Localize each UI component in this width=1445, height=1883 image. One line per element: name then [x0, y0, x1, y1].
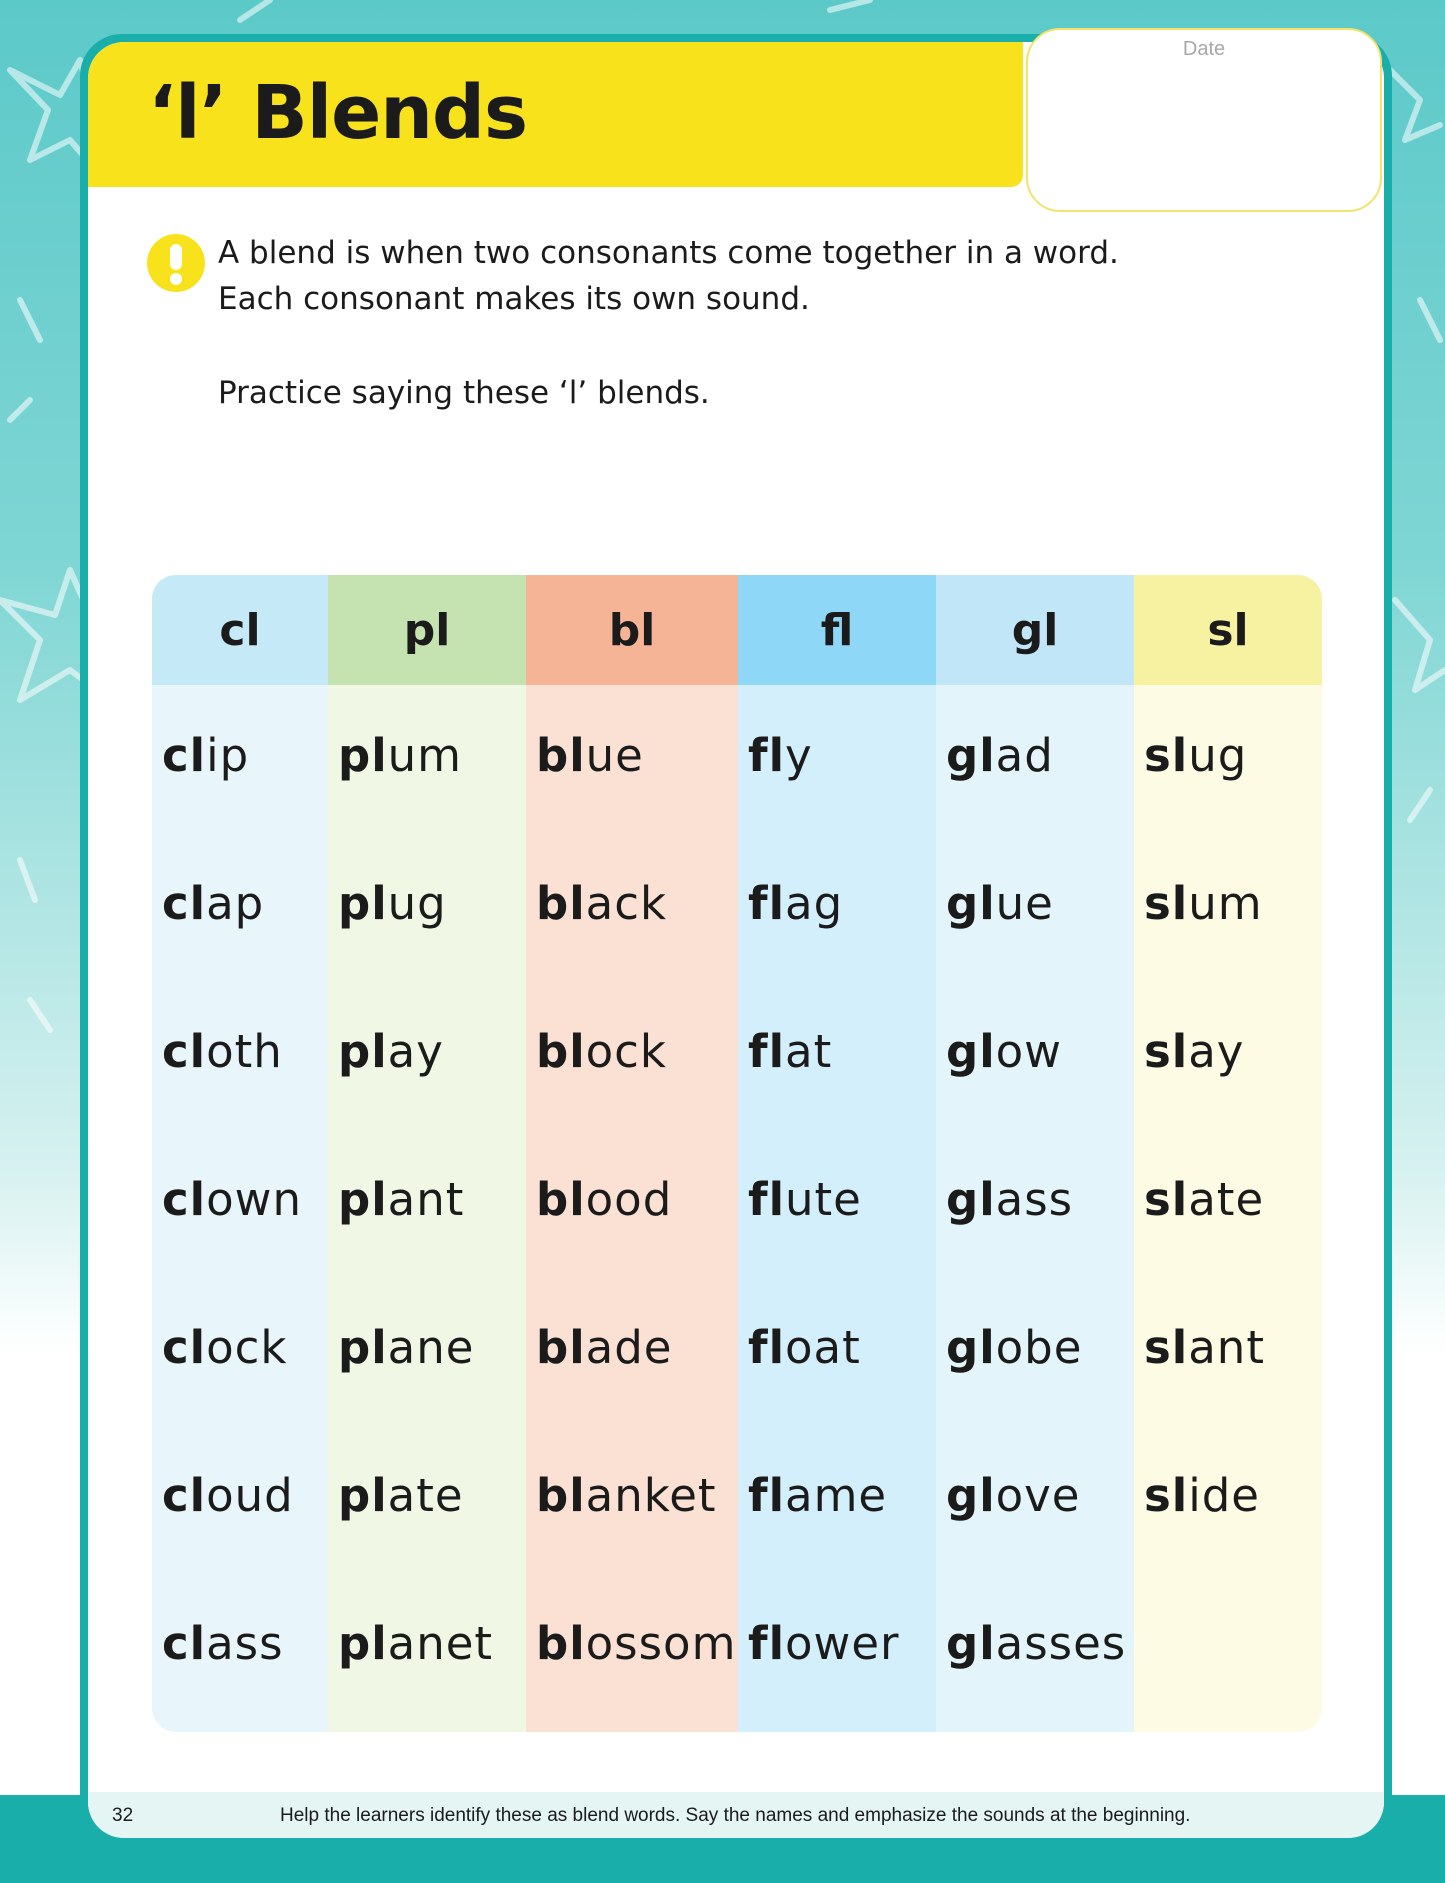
word-ending: ant — [1188, 1321, 1265, 1374]
blend-word — [536, 1321, 673, 1374]
blend-word — [946, 729, 1054, 782]
word-ending: ame — [785, 1469, 888, 1522]
instructions — [218, 230, 1119, 416]
blend-letters: gl — [946, 1617, 996, 1670]
word-ending: ide — [1188, 1469, 1260, 1522]
blend-letters: cl — [162, 877, 207, 930]
word-ending: own — [206, 1173, 302, 1226]
word-ending: ower — [785, 1617, 900, 1670]
blend-letters: sl — [1144, 729, 1189, 782]
word-ending: ass — [206, 1617, 284, 1670]
word-ending: obe — [995, 1321, 1083, 1374]
word-ending: ue — [995, 877, 1054, 930]
blend-letters: bl — [536, 1321, 586, 1374]
blend-word — [536, 1617, 737, 1670]
blend-word — [946, 1173, 1074, 1226]
instruction-prompt: Practice saying these ‘l’ blends. — [218, 375, 710, 411]
blend-letters: cl — [162, 1173, 207, 1226]
blend-letters: fl — [748, 1173, 786, 1226]
blend-word — [162, 877, 265, 930]
word-ending: ock — [206, 1321, 288, 1374]
page-number: 32 — [112, 1805, 134, 1826]
blend-letters: sl — [1144, 1025, 1189, 1078]
blend-word — [946, 1025, 1062, 1078]
blend-word — [338, 1025, 444, 1078]
blend-letters: fl — [748, 1025, 786, 1078]
blend-word — [1144, 1173, 1265, 1226]
word-ending: ug — [387, 877, 447, 930]
blend-word — [946, 1321, 1083, 1374]
blend-column-bl — [526, 575, 738, 1732]
column-header: fl — [738, 575, 936, 685]
blend-letters: gl — [946, 729, 996, 782]
blend-word — [748, 1469, 888, 1522]
blend-word — [536, 877, 668, 930]
blend-letters: pl — [338, 877, 388, 930]
word-ending: oth — [206, 1025, 283, 1078]
word-ending: ad — [995, 729, 1054, 782]
blend-letters: cl — [162, 1025, 207, 1078]
word-ending: oud — [206, 1469, 294, 1522]
blend-letters: cl — [162, 1321, 207, 1374]
blend-word — [536, 729, 644, 782]
blend-word — [748, 877, 844, 930]
blend-letters: fl — [748, 1617, 786, 1670]
blend-letters: pl — [338, 1025, 388, 1078]
word-ending: ay — [1188, 1025, 1245, 1078]
word-ending: ap — [206, 877, 265, 930]
word-ending: ute — [785, 1173, 862, 1226]
blend-word — [1144, 877, 1263, 930]
blend-letters: pl — [338, 1173, 388, 1226]
title-banner — [88, 42, 1023, 187]
word-ending: ood — [585, 1173, 673, 1226]
blend-word — [162, 1469, 294, 1522]
blend-word — [946, 877, 1054, 930]
instruction-line: Each consonant makes its own sound. — [218, 281, 810, 317]
blend-letters: pl — [338, 1321, 388, 1374]
blend-letters: bl — [536, 729, 586, 782]
word-ending: ossom — [585, 1617, 737, 1670]
word-ending: anket — [585, 1469, 717, 1522]
word-ending: um — [387, 729, 462, 782]
blend-letters: cl — [162, 1617, 207, 1670]
word-ending: ue — [585, 729, 644, 782]
exclamation-circle-icon — [145, 232, 207, 294]
blend-column-sl — [1134, 575, 1322, 1732]
blend-letters: gl — [946, 1173, 996, 1226]
column-header: pl — [328, 575, 526, 685]
blend-word — [748, 729, 813, 782]
blend-word — [338, 1617, 494, 1670]
blend-column-cl — [152, 575, 328, 1732]
word-ending: ade — [585, 1321, 673, 1374]
word-ending: anet — [387, 1617, 494, 1670]
blend-word — [338, 877, 447, 930]
word-ending: ass — [995, 1173, 1074, 1226]
word-ending: at — [785, 1025, 833, 1078]
blend-letters: bl — [536, 1173, 586, 1226]
blend-letters: cl — [162, 1469, 207, 1522]
blend-letters: sl — [1144, 877, 1189, 930]
blend-word — [946, 1617, 1127, 1670]
blend-word — [162, 1617, 284, 1670]
word-ending: oat — [785, 1321, 861, 1374]
blend-word — [536, 1469, 717, 1522]
blend-letters: sl — [1144, 1469, 1189, 1522]
blend-letters: sl — [1144, 1321, 1189, 1374]
blend-word — [338, 1469, 464, 1522]
blend-word — [1144, 1321, 1265, 1374]
page-title: ‘l’ Blends — [148, 70, 528, 156]
teacher-note: Help the learners identify these as blend words. Say the names and emphasize the sounds at the beginning. — [280, 1805, 1191, 1826]
word-ending: ock — [585, 1025, 667, 1078]
blend-word — [536, 1173, 673, 1226]
blend-word — [162, 1173, 302, 1226]
blend-column-pl — [328, 575, 526, 1732]
word-ending: ug — [1188, 729, 1248, 782]
blend-letters: gl — [946, 1321, 996, 1374]
column-header: bl — [526, 575, 738, 685]
blend-word — [1144, 1025, 1245, 1078]
blend-column-gl — [936, 575, 1134, 1732]
word-ending: ant — [387, 1173, 465, 1226]
blend-word — [946, 1469, 1081, 1522]
column-header: gl — [936, 575, 1134, 685]
blend-word — [748, 1025, 833, 1078]
word-ending: y — [785, 729, 813, 782]
column-header: sl — [1134, 575, 1322, 685]
blends-table — [152, 575, 1322, 1732]
blend-word — [1144, 1469, 1260, 1522]
blend-letters: bl — [536, 1469, 586, 1522]
blend-letters: pl — [338, 1469, 388, 1522]
blend-letters: fl — [748, 1469, 786, 1522]
blend-letters: sl — [1144, 1173, 1189, 1226]
blend-letters: pl — [338, 729, 388, 782]
blend-letters: fl — [748, 1321, 786, 1374]
blend-word — [338, 1321, 475, 1374]
blend-word — [1144, 729, 1248, 782]
blend-letters: bl — [536, 1617, 586, 1670]
word-ending: um — [1188, 877, 1263, 930]
blend-letters: bl — [536, 877, 586, 930]
word-ending: ip — [206, 729, 250, 782]
word-ending: ay — [387, 1025, 444, 1078]
blend-word — [748, 1321, 861, 1374]
blend-column-fl — [738, 575, 936, 1732]
blend-word — [748, 1173, 862, 1226]
blend-word — [338, 1173, 465, 1226]
blend-letters: gl — [946, 877, 996, 930]
word-ending: ag — [785, 877, 844, 930]
blend-word — [536, 1025, 667, 1078]
blend-word — [162, 1321, 288, 1374]
word-ending: ove — [995, 1469, 1081, 1522]
blend-letters: pl — [338, 1617, 388, 1670]
blend-letters: cl — [162, 729, 207, 782]
blend-word — [748, 1617, 900, 1670]
column-header: cl — [152, 575, 328, 685]
blend-letters: fl — [748, 729, 786, 782]
word-ending: asses — [995, 1617, 1127, 1670]
blend-word — [338, 729, 462, 782]
blend-letters: gl — [946, 1469, 996, 1522]
blend-letters: gl — [946, 1025, 996, 1078]
blend-letters: fl — [748, 877, 786, 930]
blend-letters: bl — [536, 1025, 586, 1078]
blend-word — [162, 1025, 283, 1078]
word-ending: ate — [387, 1469, 464, 1522]
date-field[interactable] — [1026, 28, 1382, 212]
date-label: Date — [1182, 38, 1226, 60]
word-ending: ane — [387, 1321, 475, 1374]
blend-word — [162, 729, 250, 782]
word-ending: ate — [1188, 1173, 1265, 1226]
word-ending: ack — [585, 877, 668, 930]
word-ending: ow — [995, 1025, 1062, 1078]
instruction-line: A blend is when two consonants come together in a word. — [218, 235, 1119, 271]
